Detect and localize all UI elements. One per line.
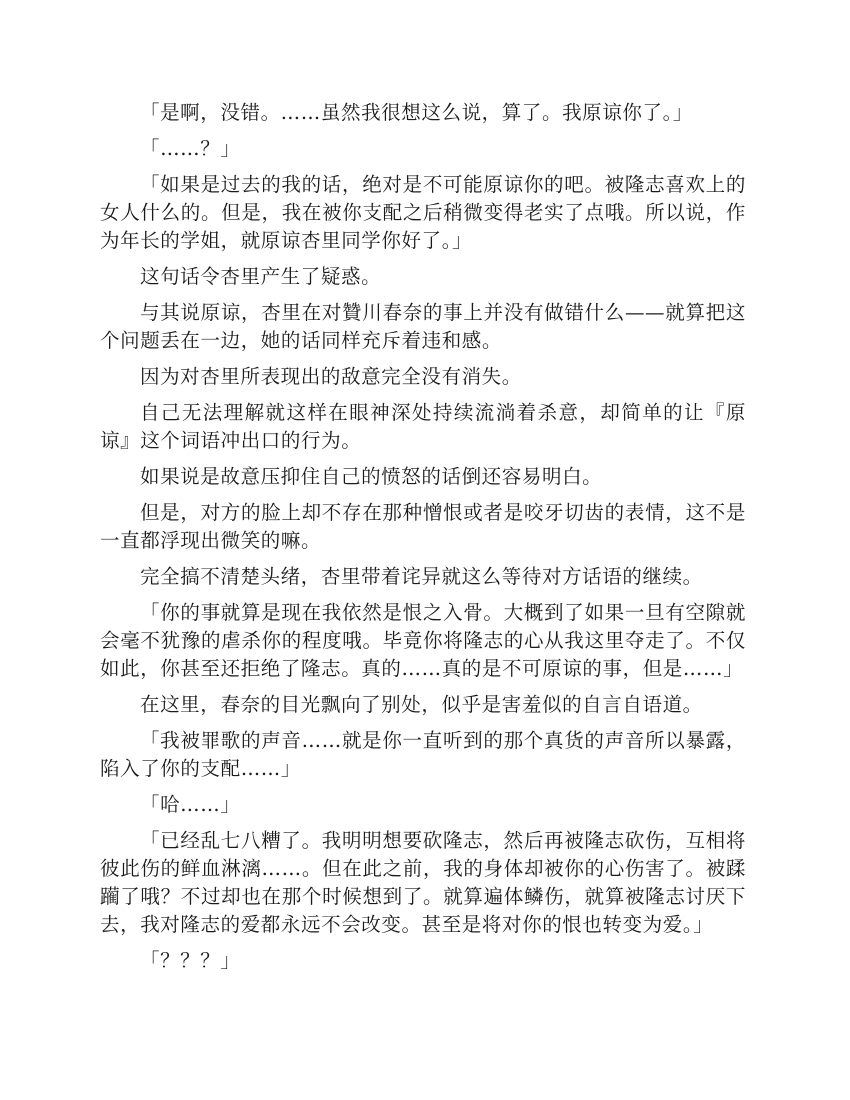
paragraph: 完全搞不清楚头绪，杏里带着诧异就这么等待对方话语的继续。 — [139, 565, 703, 588]
document-page — [100, 99, 746, 983]
paragraph: 自己无法理解就这样在眼神深处持续流淌着杀意，却简单的让『原谅』这个词语冲出口的行为。 — [100, 401, 746, 452]
paragraph: 「？？？」 — [139, 949, 241, 972]
paragraph: 与其说原谅，杏里在对贊川春奈的事上并没有做错什么——就算把这个问题丢在一边，她的话同样充斥着违和感。 — [100, 301, 746, 352]
paragraph: 因为对杏里所表现出的敌意完全没有消失。 — [139, 365, 522, 388]
paragraph: 「我被罪歌的声音……就是你一直听到的那个真货的声音所以暴露，陷入了你的支配……」 — [100, 729, 746, 780]
paragraph: 但是，对方的脸上却不存在那种憎恨或者是咬牙切齿的表情，这不是一直都浮现出微笑的嘛。 — [100, 501, 746, 552]
paragraph: 「如果是过去的我的话，绝对是不可能原谅你的吧。被隆志喜欢上的女人什么的。但是，我在被你支配之后稍微变得老实了点哦。所以说，作为年长的学姐，就原谅杏里同学你好了。」 — [100, 173, 746, 252]
paragraph: 「是啊，没错。……虽然我很想这么说，算了。我原谅你了。」 — [139, 101, 694, 124]
paragraph: 这句话令杏里产生了疑惑。 — [139, 265, 382, 288]
paragraph: 在这里，春奈的目光飘向了别处，似乎是害羞似的自言自语道。 — [139, 693, 703, 716]
paragraph: 「你的事就算是现在我依然是恨之入骨。大概到了如果一旦有空隙就会毫不犹豫的虐杀你的程度哦。毕竟你将隆志的心从我这里夺走了。不仅如此，你甚至还拒绝了隆志。真的……真的是不可原谅的事，但是……」 — [100, 601, 746, 680]
paragraph: 「哈……」 — [139, 793, 241, 816]
paragraph: 「……？」 — [139, 137, 241, 160]
paragraph: 「已经乱七八糟了。我明明想要砍隆志，然后再被隆志砍伤，互相将彼此伤的鲜血淋漓……。但在此之前，我的身体却被你的心伤害了。被蹂躏了哦？不过却也在那个时候想到了。就算遍体鳞伤，就算被隆志讨厌下去，我对隆志的爱都永远不会改变。甚至是将对你的恨也转变为爱。」 — [100, 829, 746, 936]
paragraph: 如果说是故意压抑住自己的愤怒的话倒还容易明白。 — [139, 465, 603, 488]
